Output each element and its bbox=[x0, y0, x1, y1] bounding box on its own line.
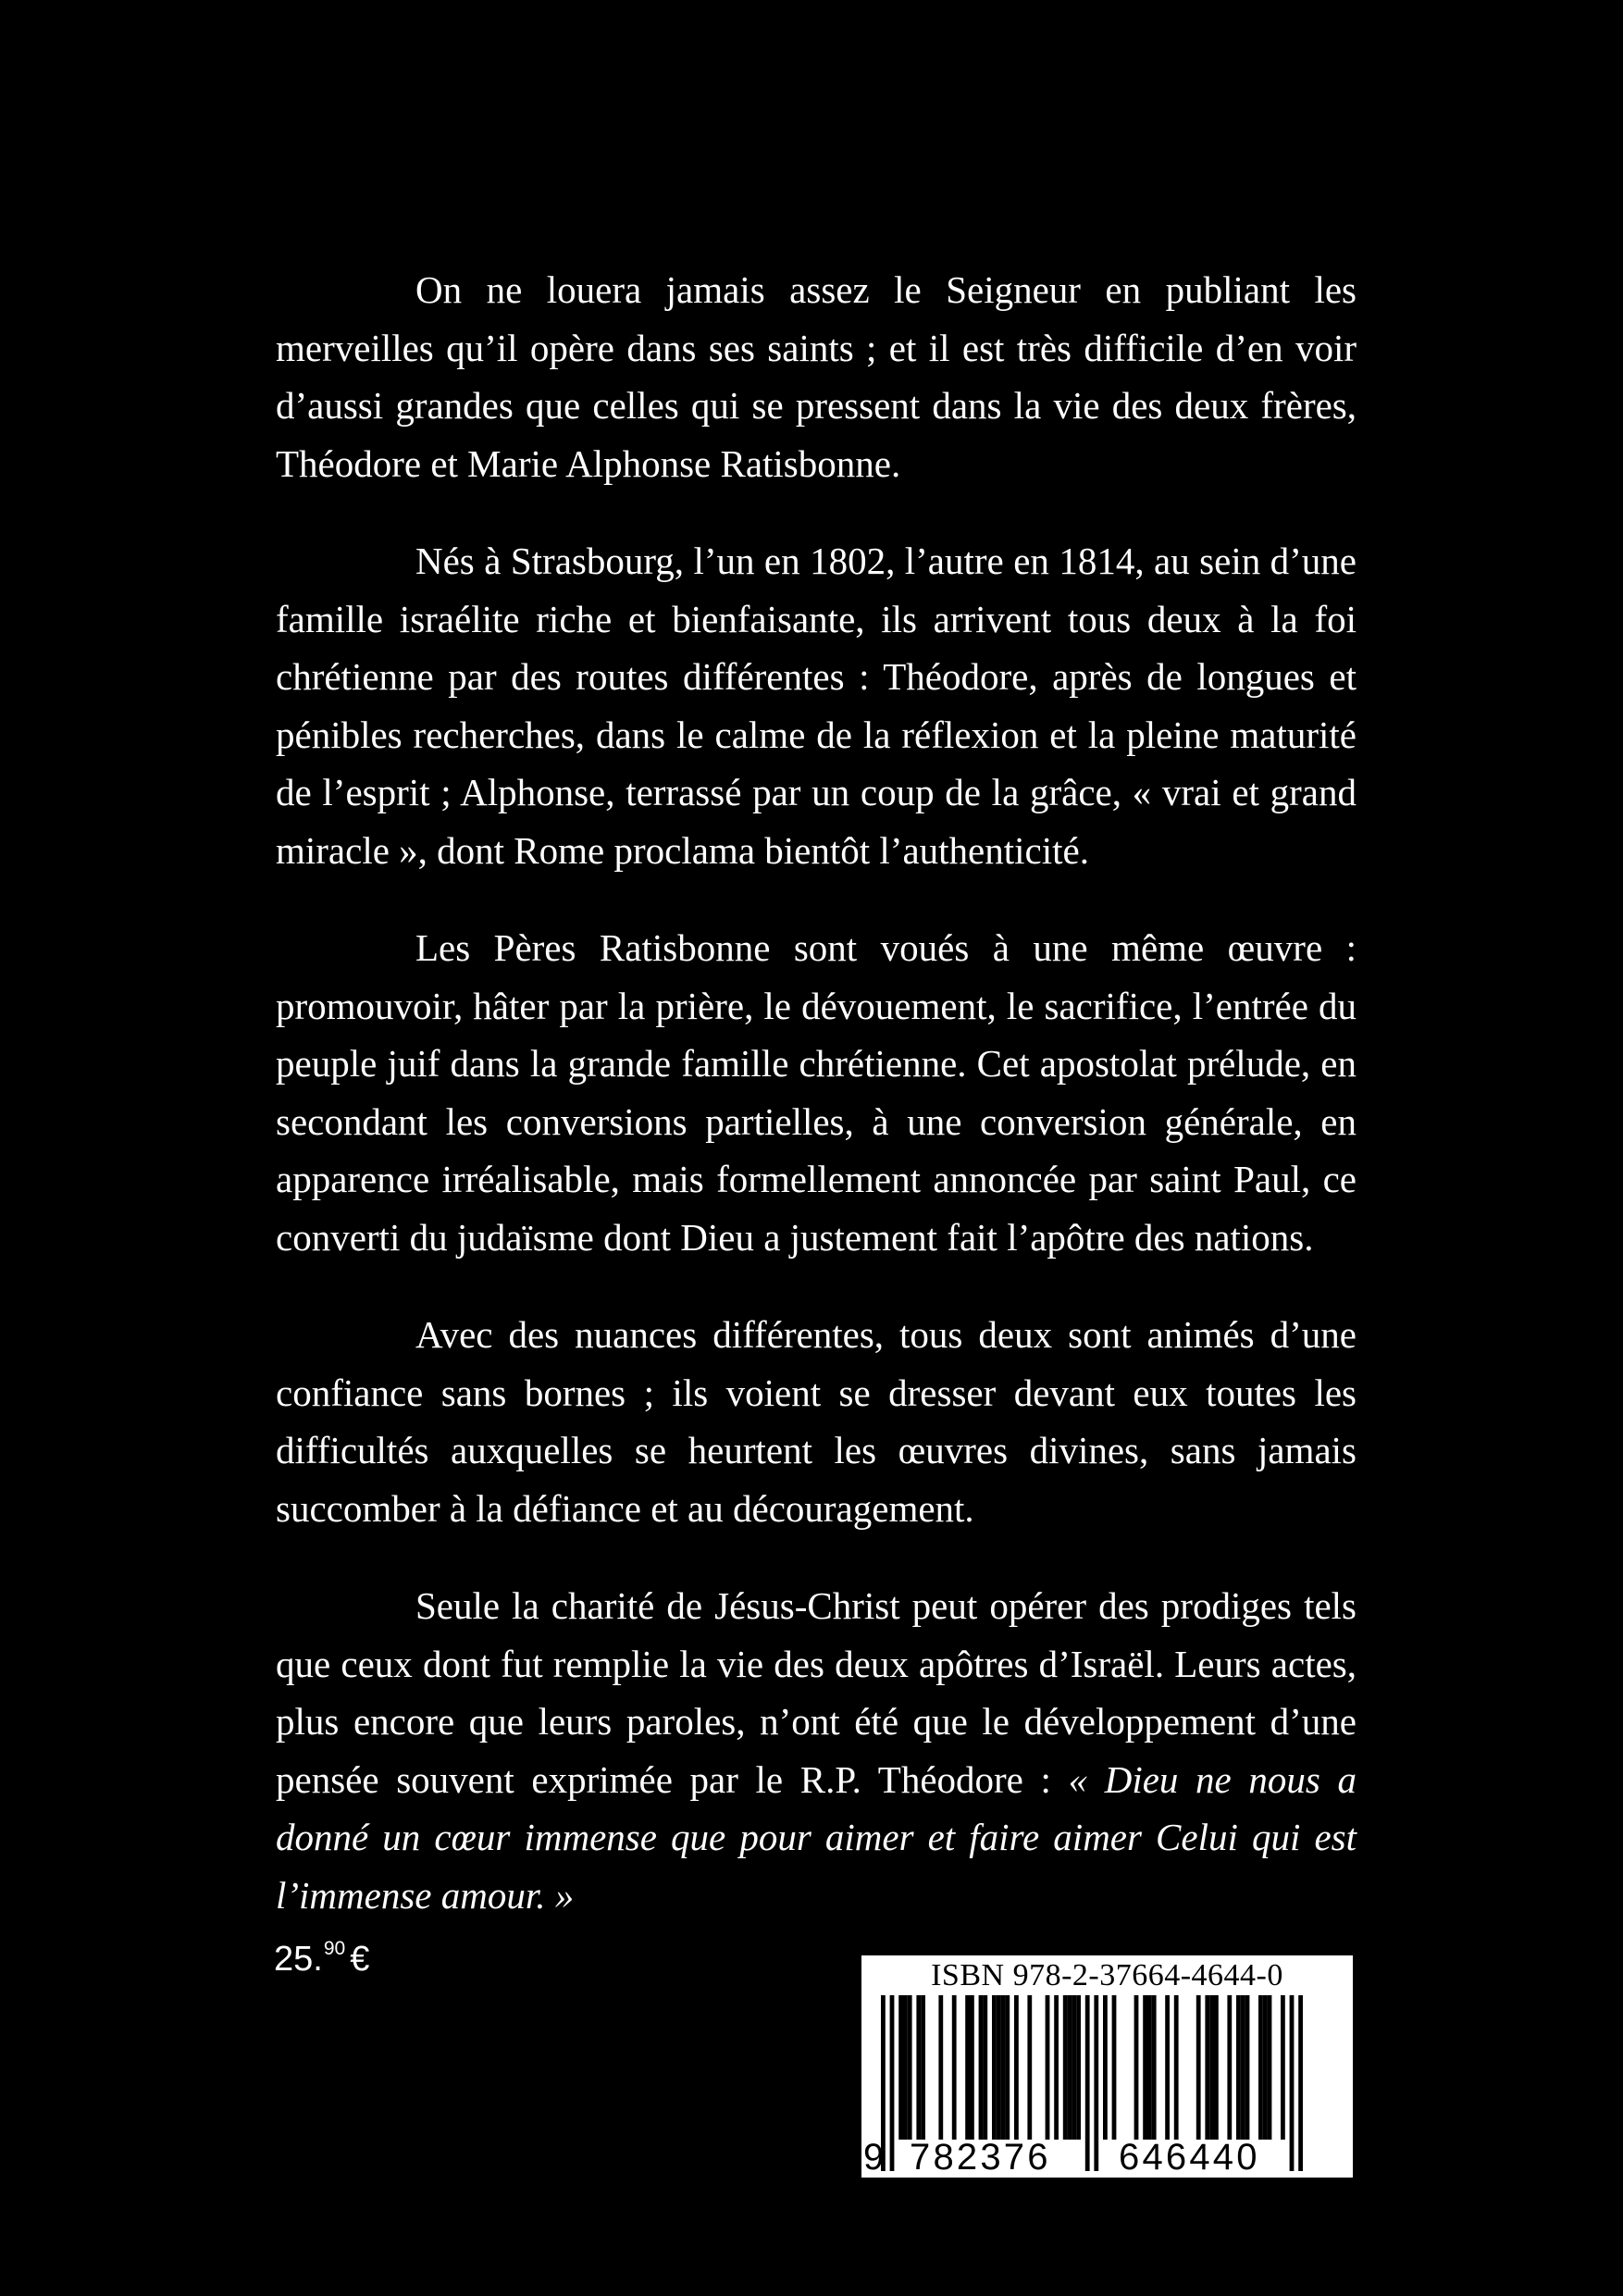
barcode-bar bbox=[1196, 1995, 1201, 2140]
barcode-guard-bar bbox=[890, 1995, 895, 2171]
price-currency: € bbox=[350, 1940, 370, 1979]
barcode-digits-right: 646440 bbox=[1119, 2137, 1260, 2178]
blurb-paragraph-2: Nés à Strasbourg, l’un en 1802, l’autre en 1814, au sein d’une famille israélite riche et bienfaisante, ils arrivent tous deux à la foi chrétienne par des routes différentes : Théodore, après de longues et pénibles recherches, dans le calme de la réflexion et la pleine maturité de l’esprit ; Alphonse, terrassé par un coup de la grâce, « vrai et grand miracle », dont Rome proclama bientôt l’authenticité. bbox=[276, 540, 1357, 872]
barcode-bar bbox=[1258, 1995, 1263, 2140]
barcode-guard-bar bbox=[1290, 1995, 1295, 2171]
barcode-bar bbox=[1214, 1995, 1219, 2140]
blurb-paragraph-4: Avec des nuances différentes, tous deux sont animés d’une confiance sans bornes ; ils voient se dresser devant eux toutes les difficultés auxquelles se heurtent les œuvres divines, sans jamais succomber à la défiance et au découragement. bbox=[276, 1313, 1357, 1530]
barcode-bar bbox=[1076, 1995, 1081, 2140]
isbn-label: ISBN 978-2-37664-4644-0 bbox=[931, 1958, 1283, 1992]
barcode-guard-bar bbox=[1298, 1995, 1303, 2171]
blurb-paragraph-5-text: Seule la charité de Jésus-Christ peut opérer des prodiges tels que ceux dont fut remplie la vie des deux apôtres d’Israël. Leurs actes, plus encore que leurs paroles, n’ont été que le développement d’une pensée souvent exprimée par le R.P. Théodore : bbox=[276, 1584, 1357, 1801]
barcode-bar bbox=[903, 1995, 908, 2140]
barcode-bar bbox=[916, 1995, 921, 2140]
barcode-bar bbox=[1046, 1995, 1050, 2140]
barcode-bar bbox=[1027, 1995, 1032, 2140]
barcode-bar bbox=[1227, 1995, 1232, 2140]
barcode-bar bbox=[1103, 1995, 1108, 2140]
barcode-bar bbox=[965, 1995, 970, 2140]
barcode-bar bbox=[938, 1995, 943, 2140]
theodore-quote: « Dieu ne nous a donné un cœur immense que pour aimer et faire aimer Celui qui est l’immense amour. » bbox=[276, 1757, 1357, 1917]
barcode-bar bbox=[1005, 1995, 1010, 2140]
barcode-bar bbox=[1241, 1995, 1245, 2140]
barcode-guard-bar bbox=[1085, 1995, 1090, 2171]
barcode-bar bbox=[921, 1995, 925, 2140]
barcode-bar bbox=[970, 1995, 974, 2140]
barcode-bar bbox=[1174, 1995, 1179, 2140]
barcode-bar bbox=[1281, 1995, 1285, 2140]
barcode-bar bbox=[1072, 1995, 1076, 2140]
barcode-bar bbox=[1001, 1995, 1006, 2140]
barcode-bar bbox=[1147, 1995, 1152, 2140]
barcode-bar bbox=[1209, 1995, 1214, 2140]
barcode-bar bbox=[1245, 1995, 1250, 2140]
barcode-bar bbox=[992, 1995, 997, 2140]
blurb-text bbox=[276, 261, 1357, 1924]
barcode-bar bbox=[1263, 1995, 1268, 2140]
barcode-bar bbox=[1112, 1995, 1117, 2140]
barcode-bar bbox=[1152, 1995, 1157, 2140]
barcode-bar bbox=[1068, 1995, 1072, 2140]
barcode-bar bbox=[983, 1995, 987, 2140]
barcode-bar bbox=[1236, 1995, 1241, 2140]
barcode-bar bbox=[1205, 1995, 1209, 2140]
barcode-guard-bar bbox=[1094, 1995, 1098, 2171]
price-whole: 25. bbox=[274, 1940, 323, 1979]
barcode-bar bbox=[1134, 1995, 1139, 2140]
barcode-digit-first: 9 bbox=[863, 2137, 887, 2178]
barcode-bar bbox=[1268, 1995, 1272, 2140]
blurb-paragraph-1: On ne louera jamais assez le Seigneur en publiant les merveilles qu’il opère dans ses saints ; et il est très difficile d’en voir d’aussi grandes que celles qui se pressent dans la vie des deux frères, Théodore et Marie Alphonse Ratisbonne. bbox=[276, 268, 1357, 485]
isbn-barcode bbox=[861, 1955, 1353, 2178]
barcode-bar bbox=[898, 1995, 903, 2140]
barcode-bar bbox=[1165, 1995, 1170, 2140]
barcode-digits-left: 782376 bbox=[910, 2137, 1051, 2178]
barcode-bar bbox=[1063, 1995, 1068, 2140]
barcode-bar bbox=[1143, 1995, 1147, 2140]
price-label bbox=[274, 1927, 369, 1981]
blurb-paragraph-5 bbox=[276, 1577, 1357, 1924]
barcode-bar bbox=[1054, 1995, 1059, 2140]
blurb-paragraph-3: Les Pères Ratisbonne sont voués à une même œuvre : promouvoir, hâter par la prière, le dévouement, le sacrifice, l’entrée du peuple juif dans la grande famille chrétienne. Cet apostolat prélude, en secondant les conversions partielles, à une conversion générale, en apparence irréalisable, mais formellement annoncée par saint Paul, ce converti du judaïsme dont Dieu a justement fait l’apôtre des nations. bbox=[276, 926, 1357, 1259]
barcode-bar bbox=[1014, 1995, 1019, 2140]
barcode-bar bbox=[979, 1995, 984, 2140]
barcode-bar bbox=[908, 1995, 912, 2140]
price-cents: 90 bbox=[323, 1938, 346, 1959]
barcode-bar bbox=[997, 1995, 1001, 2140]
barcode-bar bbox=[952, 1995, 957, 2140]
